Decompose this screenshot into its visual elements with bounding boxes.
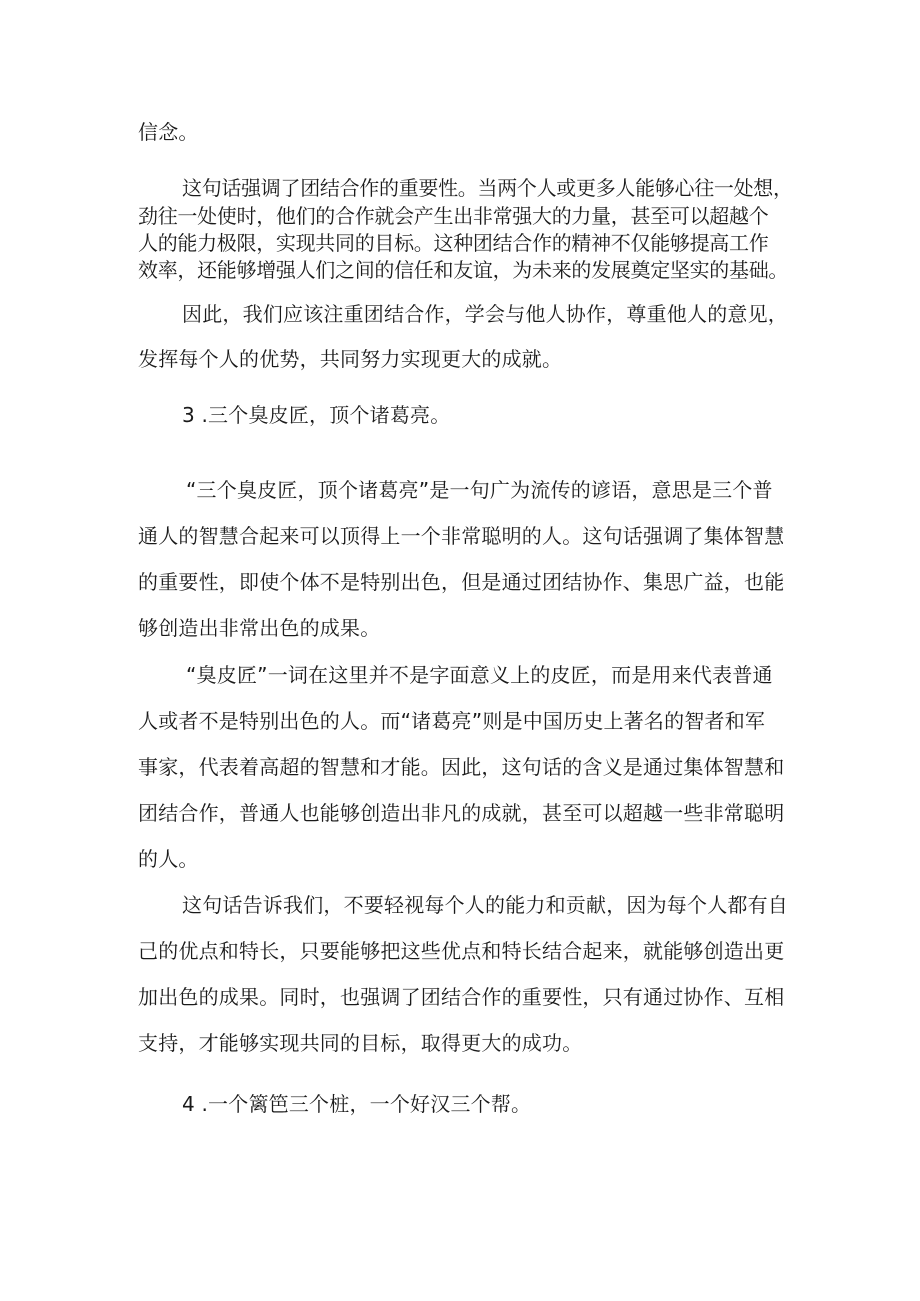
text-line: 这句话强调了团结合作的重要性。当两个人或更多人能够心往一处想， <box>182 176 793 200</box>
text-line: 团结合作，普通人也能够创造出非凡的成就，甚至可以超越一些非常聪明 <box>138 801 785 825</box>
text-line: 发挥每个人的优势，共同努力实现更大的成就。 <box>138 347 563 371</box>
text-line: 够创造出非常出色的成果。 <box>138 616 381 640</box>
text-line: 人或者不是特别出色的人。而“诸葛亮”则是中国历史上著名的智者和军 <box>138 709 766 733</box>
text-line: “臭皮匠”一词在这里并不是字面意义上的皮匠，而是用来代表普通 <box>186 663 773 687</box>
text-line: “三个臭皮匠，顶个诸葛亮”是一句广为流传的谚语，意思是三个普 <box>186 478 773 502</box>
text-line: 通人的智慧合起来可以顶得上一个非常聪明的人。这句话强调了集体智慧 <box>138 524 785 548</box>
text-line: 事家，代表着高超的智慧和才能。因此，这句话的含义是通过集体智慧和 <box>138 755 785 779</box>
text-line: 劲往一处使时，他们的合作就会产生出非常强大的力量，甚至可以超越个 <box>138 204 769 228</box>
text-line: 因此，我们应该注重团结合作，学会与他人协作，尊重他人的意见， <box>182 302 788 326</box>
text-line: 支持，才能够实现共同的目标，取得更大的成功。 <box>138 1031 583 1055</box>
text-line: 信念。 <box>138 120 199 144</box>
section-heading: 3 .三个臭皮匠，顶个诸葛亮。 <box>182 403 451 427</box>
text-line: 的人。 <box>138 847 199 871</box>
text-line: 加出色的成果。同时，也强调了团结合作的重要性，只有通过协作、互相 <box>138 985 785 1009</box>
text-line: 己的优点和特长，只要能够把这些优点和特长结合起来，就能够创造出更 <box>138 939 785 963</box>
text-line: 效率，还能够增强人们之间的信任和友谊，为未来的发展奠定坚实的基础。 <box>138 258 789 282</box>
text-line: 的重要性，即使个体不是特别出色，但是通过团结协作、集思广益，也能 <box>138 570 785 594</box>
text-line: 人的能力极限，实现共同的目标。这种团结合作的精神不仅能够提高工作 <box>138 231 769 255</box>
text-line: 这句话告诉我们，不要轻视每个人的能力和贡献，因为每个人都有自 <box>182 893 788 917</box>
section-heading: 4 .一个篱笆三个桩，一个好汉三个帮。 <box>182 1092 532 1116</box>
